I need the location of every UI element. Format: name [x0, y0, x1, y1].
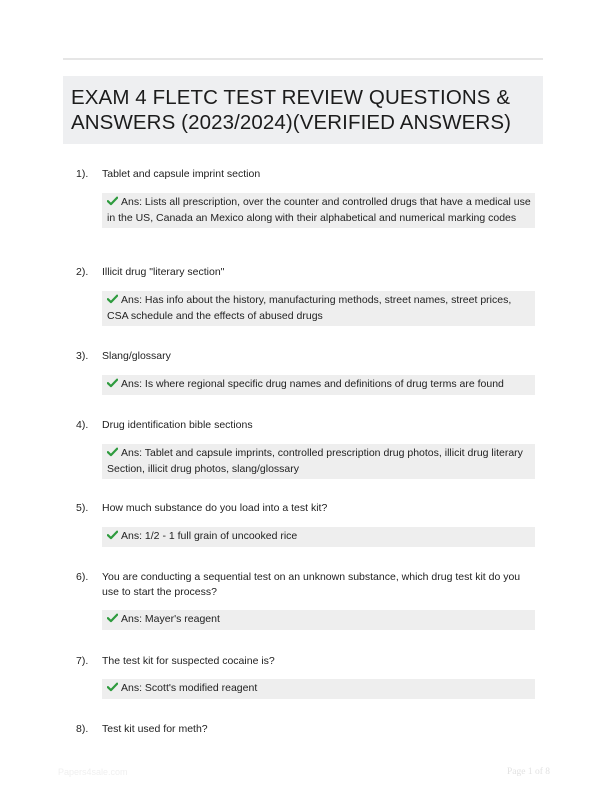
- question-number: 3).: [76, 350, 89, 362]
- answer-text: Ans: Is where regional specific drug names and definitions of drug terms are found: [121, 378, 504, 390]
- question-number: 7).: [76, 655, 89, 667]
- question-text: Tablet and capsule imprint section: [102, 168, 261, 180]
- check-icon: [107, 378, 118, 388]
- question-number: 6).: [76, 571, 89, 583]
- check-icon: [107, 530, 118, 540]
- footer-watermark: Papers4sale.com: [58, 767, 128, 777]
- question-text: Slang/glossary: [102, 350, 171, 362]
- answer-box: [102, 375, 535, 395]
- answer-box: [102, 291, 535, 326]
- check-icon: [107, 294, 118, 304]
- page-title: EXAM 4 FLETC TEST REVIEW QUESTIONS & ANSWERS (2023/2024)(VERIFIED ANSWERS): [71, 86, 512, 134]
- answer-box: [102, 679, 535, 699]
- question-text: How much substance do you load into a test kit?: [102, 502, 328, 514]
- answer-text: Ans: Has info about the history, manufacturing methods, street names, street prices, CSA schedule and the effects of abused drugs: [107, 294, 512, 322]
- check-icon: [107, 682, 118, 692]
- question-text: You are conducting a sequential test on an unknown substance, which drug test kit do you use to start the process?: [102, 571, 521, 598]
- top-divider: [63, 58, 543, 60]
- question-number: 5).: [76, 502, 89, 514]
- answer-text: Ans: Mayer's reagent: [121, 613, 220, 625]
- check-icon: [107, 196, 118, 206]
- question-number: 8).: [76, 723, 89, 735]
- question-number: 2).: [76, 266, 89, 278]
- question-number: 1).: [76, 168, 89, 180]
- question-text: Test kit used for meth?: [102, 723, 208, 735]
- question-text: The test kit for suspected cocaine is?: [102, 655, 275, 667]
- answer-text: Ans: 1/2 - 1 full grain of uncooked rice: [121, 530, 298, 542]
- answer-box: [102, 610, 535, 630]
- answer-box: [102, 444, 535, 479]
- title-banner: [63, 76, 543, 144]
- check-icon: [107, 447, 118, 457]
- check-icon: [107, 613, 118, 623]
- answer-text: Ans: Lists all prescription, over the counter and controlled drugs that have a medical use in the US, Canada an Mexico along with their alphabetical and numerical marking codes: [107, 196, 531, 224]
- answer-box: [102, 193, 535, 228]
- page-number: Page 1 of 8: [507, 767, 551, 777]
- answer-text: Ans: Scott's modified reagent: [121, 682, 258, 694]
- answer-box: [102, 527, 535, 547]
- question-text: Drug identification bible sections: [102, 419, 253, 431]
- question-number: 4).: [76, 419, 89, 431]
- answer-text: Ans: Tablet and capsule imprints, controlled prescription drug photos, illicit drug literary Section, illicit drug photos, slang/glossary: [107, 447, 523, 475]
- question-text: Illicit drug "literary section": [102, 266, 225, 278]
